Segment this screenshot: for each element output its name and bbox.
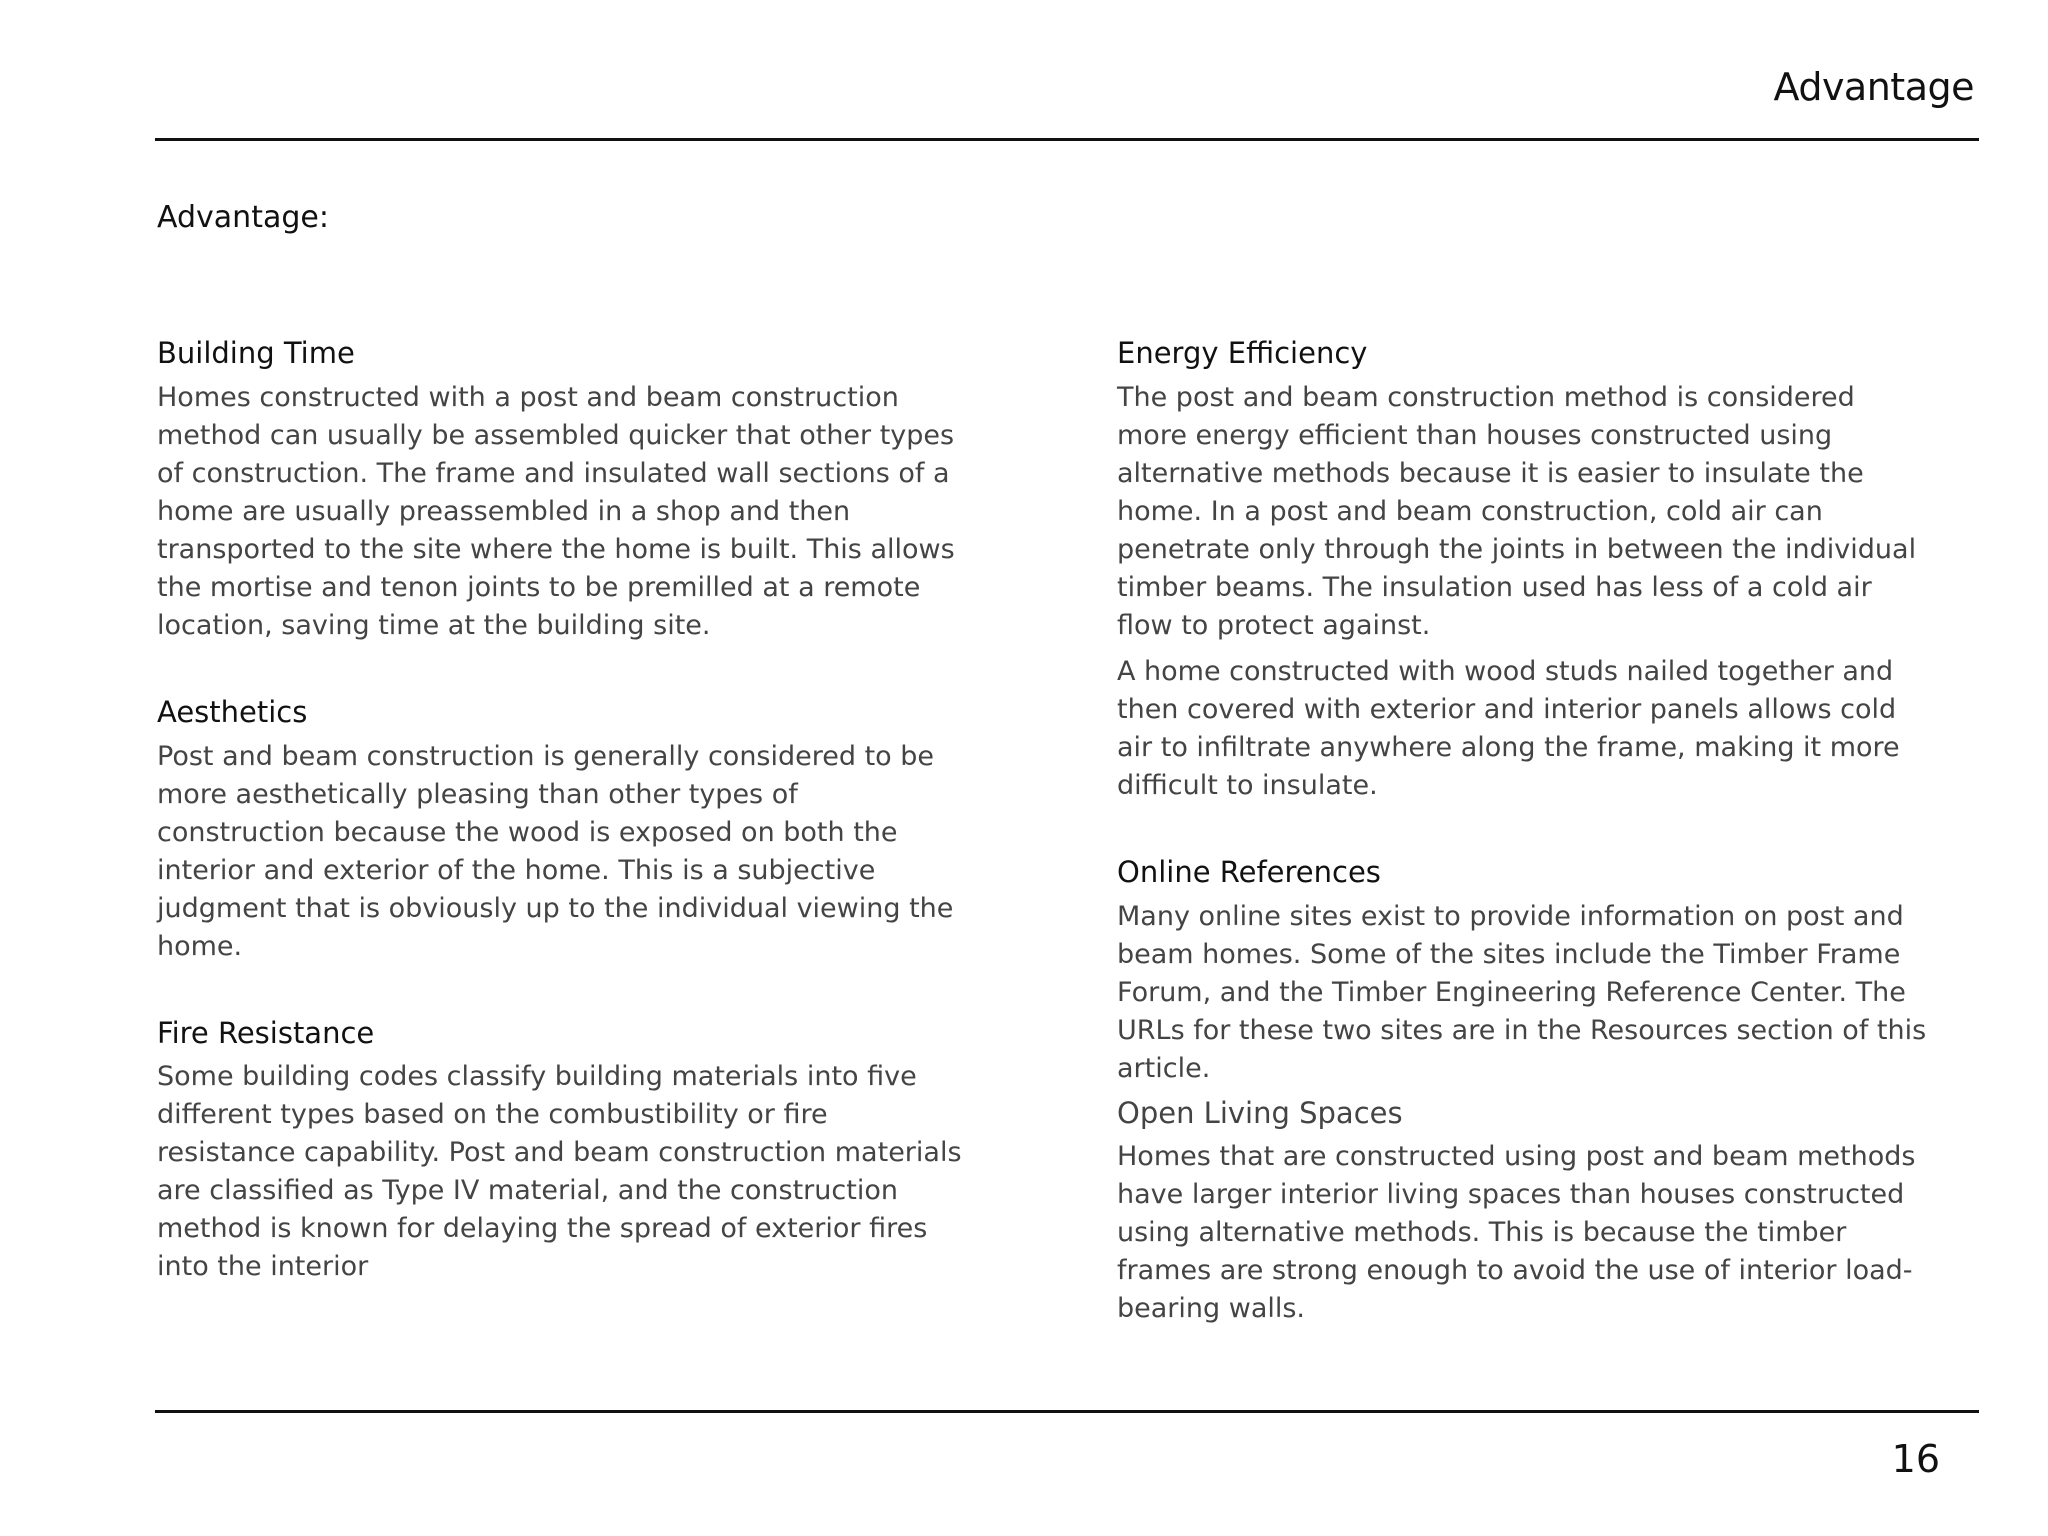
left-column	[157, 336, 967, 1286]
energy-efficiency-heading: Energy Efficiency	[1117, 336, 1368, 370]
aesthetics-section	[157, 695, 967, 966]
energy-efficiency-text-2: A home constructed with wood studs nailed together and then covered with exterior and interior panels allows cold air to infiltrate anywhere along the frame, making it more difficult to insulate.	[1117, 655, 1900, 801]
open-living-spaces-heading: Open Living Spaces	[1117, 1095, 1403, 1130]
footer-rule	[155, 1410, 1979, 1413]
right-column	[1117, 336, 1927, 1328]
header-rule	[155, 138, 1979, 141]
fire-resistance-section	[157, 1016, 967, 1287]
page-title: Advantage:	[157, 200, 329, 235]
energy-efficiency-section	[1117, 336, 1927, 805]
online-references-heading: Online References	[1117, 854, 1381, 889]
running-header-title: Advantage	[1773, 65, 1974, 109]
online-references-section	[1117, 855, 1927, 1088]
open-living-spaces-section	[1117, 1096, 1927, 1329]
aesthetics-text: Post and beam construction is generally considered to be more aesthetically pleasing than other types of construction because the wood is exposed on both the interior and exterior of the home. This is a subjective judgment that is obviously up to the individual viewing the home.	[157, 740, 954, 962]
online-references-text: Many online sites exist to provide information on post and beam homes. Some of the sites include the Timber Frame Forum, and the Timber Engineering Reference Center. The URLs for these two sites are in the Resources section of this article.	[1117, 900, 1927, 1084]
energy-efficiency-text-1: The post and beam construction method is considered more energy efficient than houses constructed using alternative methods because it is easier to insulate the home. In a post and beam construction, cold air can penetrate only through the joints in between the individual timber beams. The insulation used has less of a cold air flow to protect against.	[1117, 381, 1917, 641]
fire-resistance-text: Some building codes classify building materials into five different types based on the combustibility or fire resistance capability. Post and beam construction materials are classified as Type IV material, and the construction method is known for delaying the spread of exterior fires into the interior	[157, 1061, 962, 1283]
building-time-heading: Building Time	[157, 336, 355, 370]
fire-resistance-heading: Fire Resistance	[157, 1015, 375, 1050]
aesthetics-heading: Aesthetics	[157, 694, 308, 729]
open-living-spaces-text: Homes that are constructed using post and beam methods have larger interior living spaces than houses constructed using alternative methods. This is because the timber frames are strong enough to avoid the use of interior load-bearing walls.	[1117, 1141, 1916, 1325]
building-time-text: Homes constructed with a post and beam construction method can usually be assembled quicker that other types of construction. The frame and insulated wall sections of a home are usually preassembled in a shop and then transported to the site where the home is built. This allows the mortise and tenon joints to be premilled at a remote location, saving time at the building site.	[157, 381, 955, 641]
page-number: 16	[1891, 1437, 1940, 1481]
building-time-section	[157, 336, 967, 645]
